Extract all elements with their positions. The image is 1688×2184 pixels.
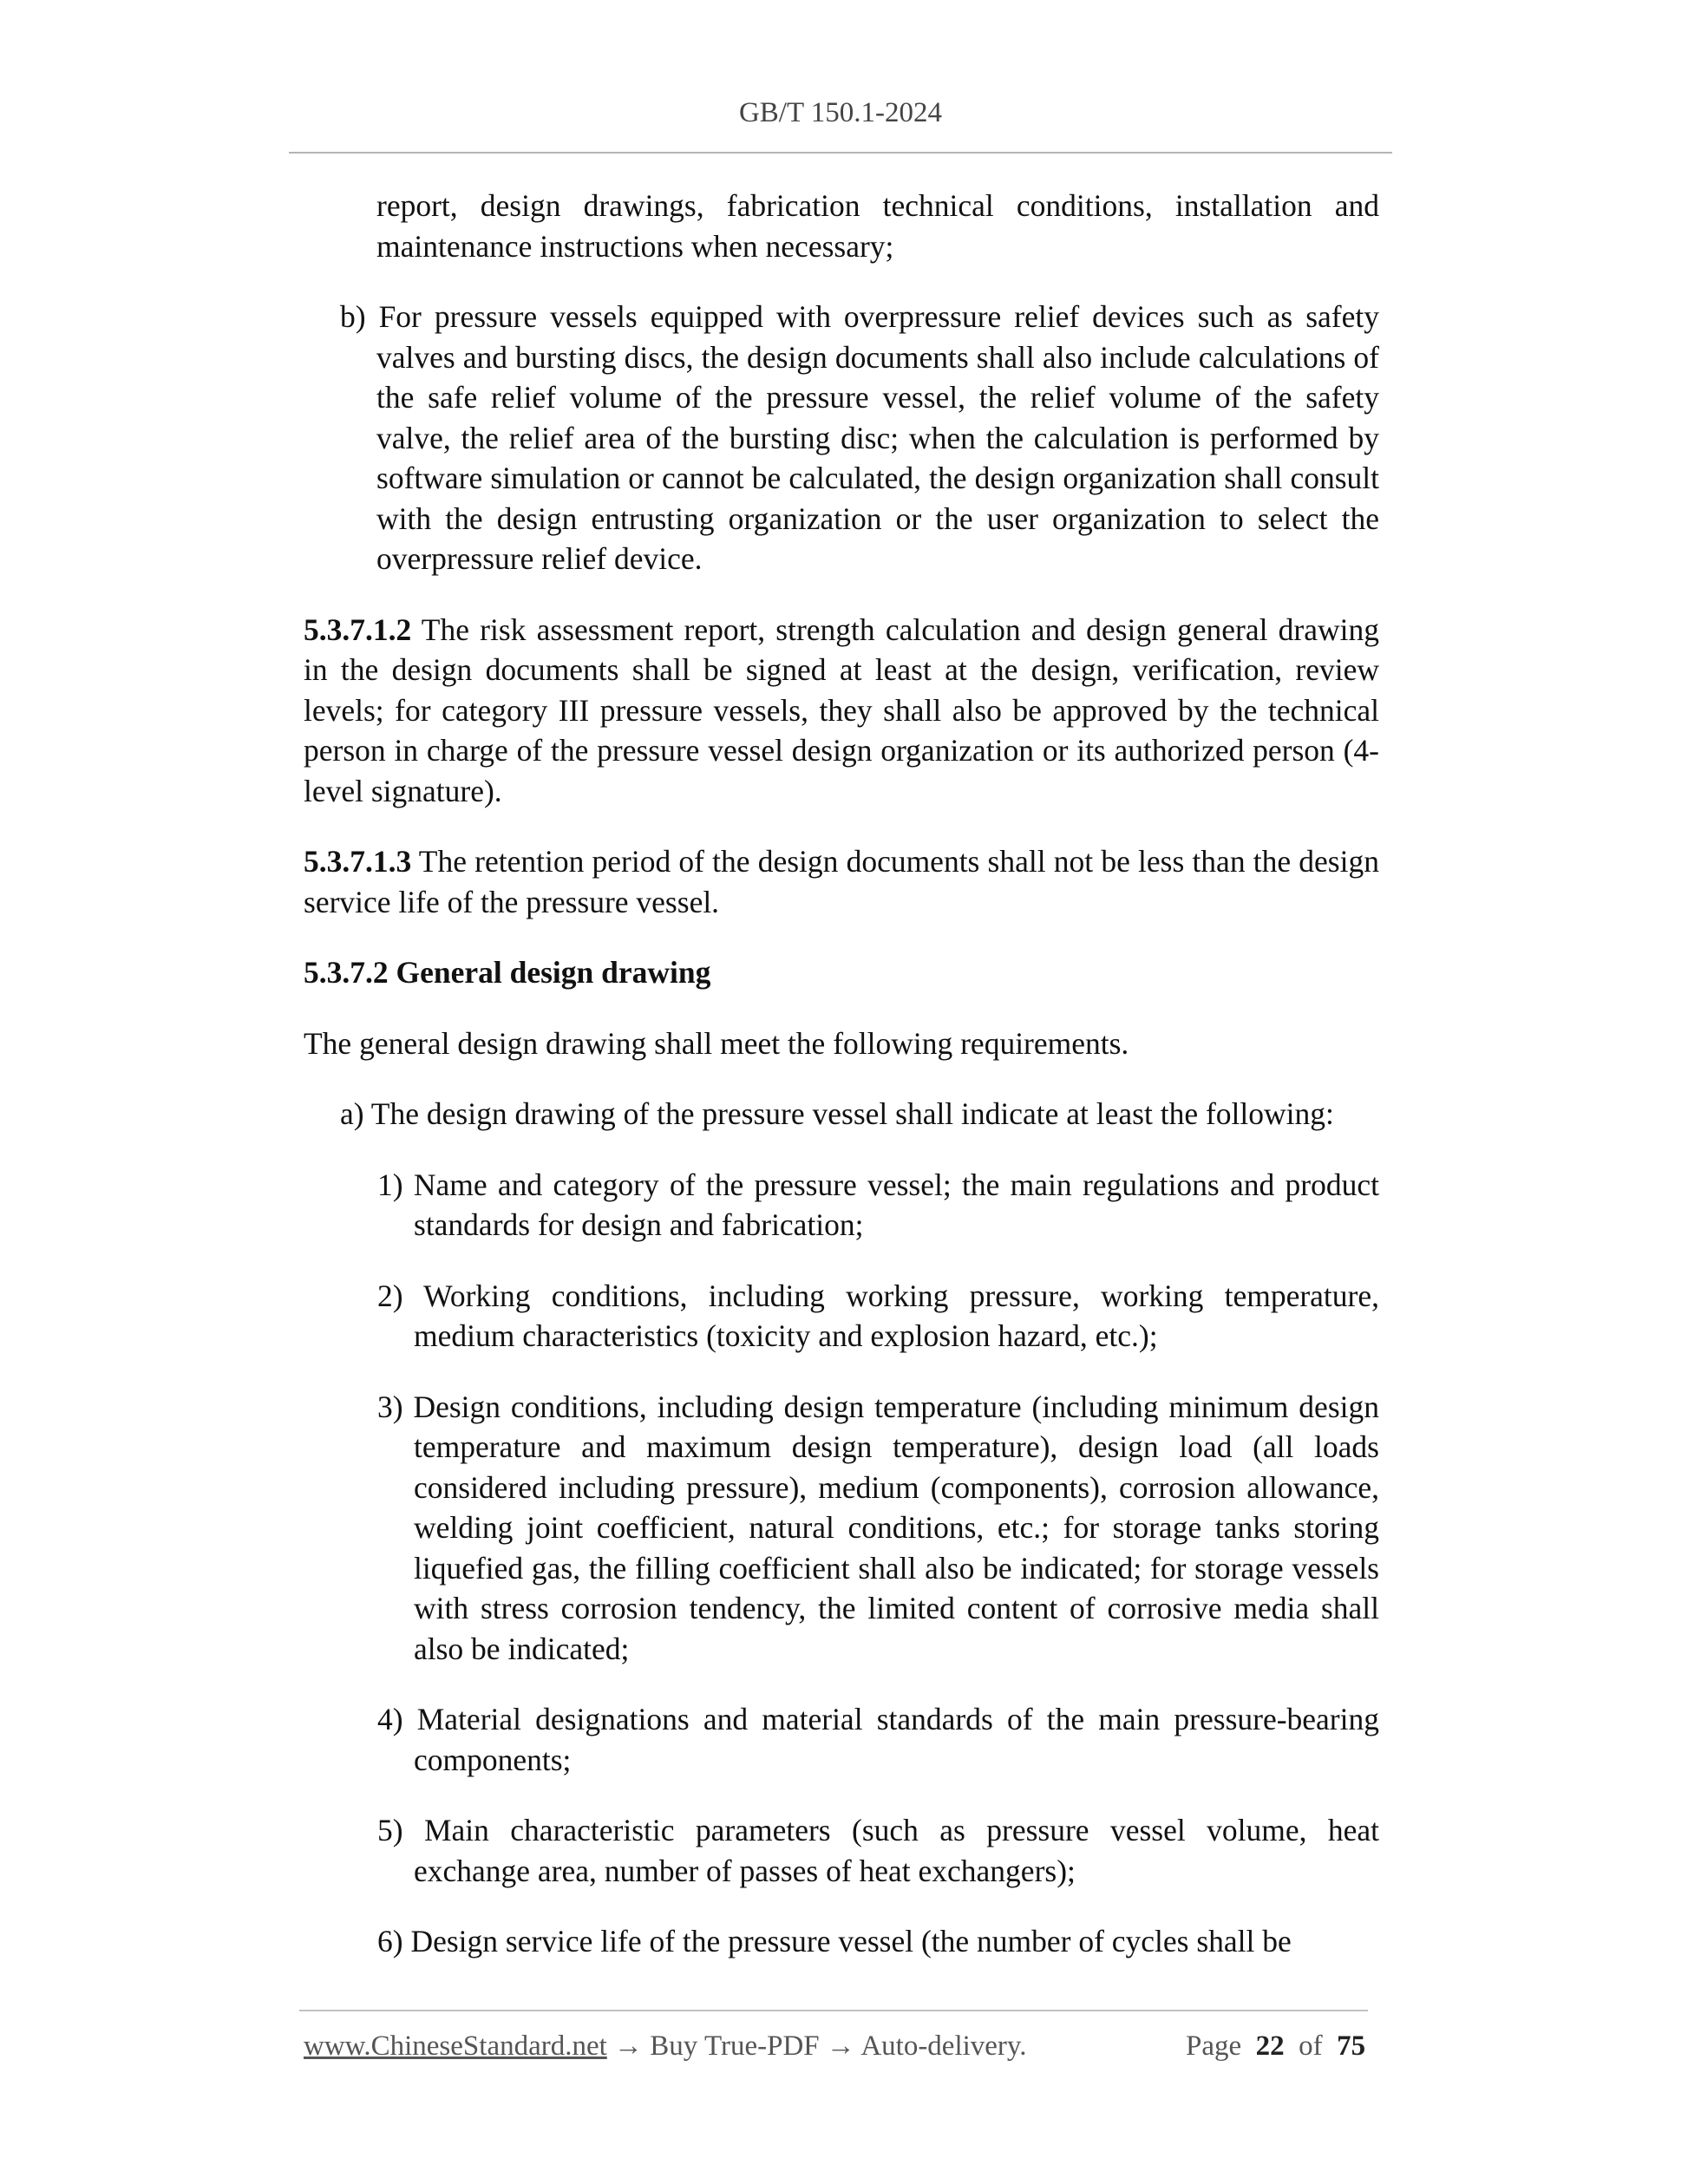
- of-label: of: [1299, 2030, 1323, 2062]
- clause-5-3-7-1-3: [304, 841, 1379, 922]
- page-label: Page: [1186, 2030, 1242, 2062]
- site-link[interactable]: www.ChineseStandard.net: [304, 2030, 607, 2062]
- current-page: 22: [1255, 2030, 1285, 2062]
- sub-item-6: 6) Design service life of the pressure vessel (the number of cycles shall be: [377, 1924, 1292, 1958]
- sub-item-2: 2) Working conditions, including working pressure, working temperature, medium characteristics (toxicity and explosion hazard, etc.);: [377, 1278, 1379, 1353]
- footer-promo: [304, 2030, 1027, 2063]
- clause-5-3-7-1-2: [304, 610, 1379, 812]
- list-item-b: b) For pressure vessels equipped with overpressure relief devices such as safety valves and bursting discs, the design documents shall also include calculations of the safe relief volume of the pressure vessel, the relief volume of the safety valve, the relief area of the bursting disc; when the calculation is performed by software simulation or cannot be calculated, the design organization shall consult with the design entrusting organization or the user organization to select the overpressure relief device.: [340, 299, 1379, 576]
- arrow-icon: →: [614, 2030, 644, 2062]
- buy-text: Buy True-PDF: [650, 2030, 820, 2062]
- total-pages: 75: [1337, 2030, 1366, 2062]
- document-body: [304, 186, 1379, 1962]
- footer-divider: [299, 2010, 1368, 2011]
- page-number: [1186, 2030, 1365, 2063]
- sub-item-4: 4) Material designations and material standards of the main pressure-bearing components;: [377, 1702, 1379, 1777]
- clause-text: The retention period of the design documents shall not be less than the design service life of the pressure vessel.: [304, 844, 1379, 919]
- intro-paragraph: The general design drawing shall meet the following requirements.: [304, 1025, 1129, 1061]
- continued-paragraph: report, design drawings, fabrication technical conditions, installation and maintenance instructions when necessary;: [376, 188, 1379, 264]
- clause-number: 5.3.7.1.2: [304, 611, 412, 647]
- page-header: GB/T 150.1-2024: [738, 97, 943, 128]
- clause-text: The risk assessment report, strength calculation and design general drawing in the design documents shall be signed at least at the design, verification, review levels; for category III pressure vessels, they shall also be approved by the technical person in charge of the pressure vessel design organization or its authorized person (4-level signature).: [304, 611, 1379, 808]
- sub-item-1: 1) Name and category of the pressure vessel; the main regulations and product standards for design and fabrication;: [377, 1167, 1379, 1242]
- list-item-a: a) The design drawing of the pressure vessel shall indicate at least the following:: [340, 1096, 1334, 1131]
- clause-number: 5.3.7.1.3: [304, 844, 412, 879]
- section-heading-5-3-7-2: 5.3.7.2 General design drawing: [304, 955, 711, 990]
- delivery-text: Auto-delivery.: [860, 2030, 1027, 2062]
- sub-item-5: 5) Main characteristic parameters (such as pressure vessel volume, heat exchange area, number of passes of heat exchangers);: [377, 1813, 1379, 1888]
- arrow-icon: →: [826, 2030, 855, 2062]
- sub-item-3: 3) Design conditions, including design temperature (including minimum design temperature and maximum design temperature), design load (all loads considered including pressure), medium (components), corrosion allowance, welding joint coefficient, natural conditions, etc.; for storage tanks storing liquefied gas, the filling coefficient shall also be indicated; for storage vessels with stress corrosion tendency, the limited content of corrosive media shall also be indicated;: [377, 1389, 1379, 1666]
- header-divider: [289, 152, 1392, 154]
